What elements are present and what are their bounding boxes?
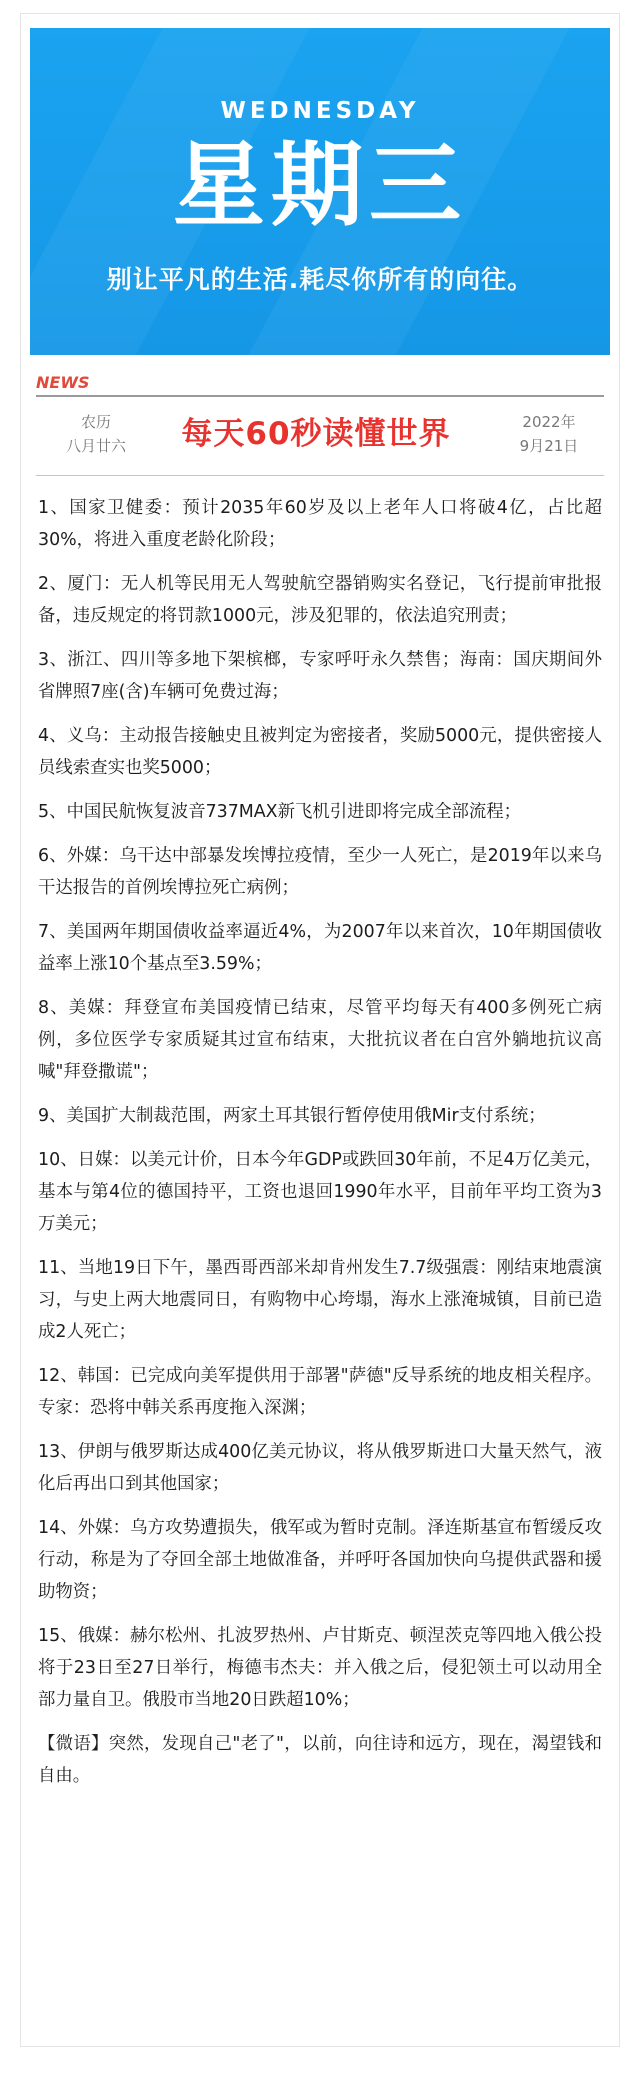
news-item: 6、外媒：乌干达中部暴发埃博拉疫情，至少一人死亡，是2019年以来乌干达报告的首例埃博拉死亡病例； xyxy=(38,846,602,898)
header-divider-bottom xyxy=(36,475,604,476)
banner-slogan: 别让平凡的生活.耗尽你所有的向往。 xyxy=(106,265,534,294)
calendar-date xyxy=(509,410,589,458)
calendar-date-line2: 9月21日 xyxy=(519,437,579,455)
news-card xyxy=(20,13,620,2047)
news-item: 8、美媒：拜登宣布美国疫情已结束，尽管平均每天有400多例死亡病例，多位医学专家质疑其过宣布结束，大批抗议者在白宫外躺地抗议高喊"拜登撒谎"； xyxy=(38,998,602,1082)
news-item: 1、国家卫健委：预计2035年60岁及以上老年人口将破4亿，占比超30%，将进入重度老龄化阶段； xyxy=(38,498,602,550)
weekday-banner xyxy=(30,28,610,355)
lunar-date-line2: 八月廿六 xyxy=(65,437,126,455)
news-label: NEWS xyxy=(36,373,90,392)
daily-quote: 【微语】突然，发现自己"老了"，以前，向往诗和远方，现在，渴望钱和自由。 xyxy=(38,1734,602,1786)
weekday-english: WEDNESDAY xyxy=(220,98,420,124)
news-item: 15、俄媒：赫尔松州、扎波罗热州、卢甘斯克、顿涅茨克等四地入俄公投将于23日至27日举行，梅德韦杰夫：并入俄之后，侵犯领土可以动用全部力量自卫。俄股市当地20日跌超10%； xyxy=(38,1626,602,1710)
news-item: 10、日媒：以美元计价，日本今年GDP或跌回30年前，不足4万亿美元，基本与第4位的德国持平，工资也退回1990年水平，目前年平均工资为3万美元； xyxy=(38,1150,602,1234)
news-item: 3、浙江、四川等多地下架槟榔，专家呼吁永久禁售；海南：国庆期间外省牌照7座(含)车辆可免费过海； xyxy=(38,650,602,702)
news-item: 7、美国两年期国债收益率逼近4%，为2007年以来首次，10年期国债收益率上涨10个基点至3.59%； xyxy=(38,922,602,974)
page-title: 每天60秒读懂世界 xyxy=(181,416,451,452)
news-item: 13、伊朗与俄罗斯达成400亿美元协议，将从俄罗斯进口大量天然气，液化后再出口到其他国家； xyxy=(38,1442,602,1494)
calendar-date-line1: 2022年 xyxy=(522,413,576,431)
news-item: 9、美国扩大制裁范围，两家土耳其银行暂停使用俄Mir支付系统； xyxy=(38,1106,546,1126)
news-item: 5、中国民航恢复波音737MAX新飞机引进即将完成全部流程； xyxy=(38,802,522,822)
news-list xyxy=(38,492,602,1804)
lunar-date xyxy=(56,410,136,458)
news-item: 2、厦门：无人机等民用无人驾驶航空器销购实名登记，飞行提前审批报备，违反规定的将罚款1000元，涉及犯罪的，依法追究刑责； xyxy=(38,574,602,626)
news-item: 12、韩国：已完成向美军提供用于部署"萨德"反导系统的地皮相关程序。专家：恐将中韩关系再度拖入深渊； xyxy=(38,1366,602,1418)
news-item: 11、当地19日下午，墨西哥西部米却肯州发生7.7级强震：刚结束地震演习，与史上两大地震同日，有购物中心垮塌，海水上涨淹城镇，目前已造成2人死亡； xyxy=(38,1258,602,1342)
news-item: 14、外媒：乌方攻势遭损失，俄军或为暂时克制。泽连斯基宣布暂缓反攻行动，称是为了夺回全部土地做准备，并呼吁各国加快向乌提供武器和援助物资； xyxy=(38,1518,602,1602)
lunar-date-line1: 农历 xyxy=(80,413,111,431)
header-divider-top xyxy=(36,395,604,397)
weekday-chinese: 星期三 xyxy=(172,132,467,239)
news-item: 4、义乌：主动报告接触史且被判定为密接者，奖励5000元，提供密接人员线索查实也奖5000； xyxy=(38,726,602,778)
